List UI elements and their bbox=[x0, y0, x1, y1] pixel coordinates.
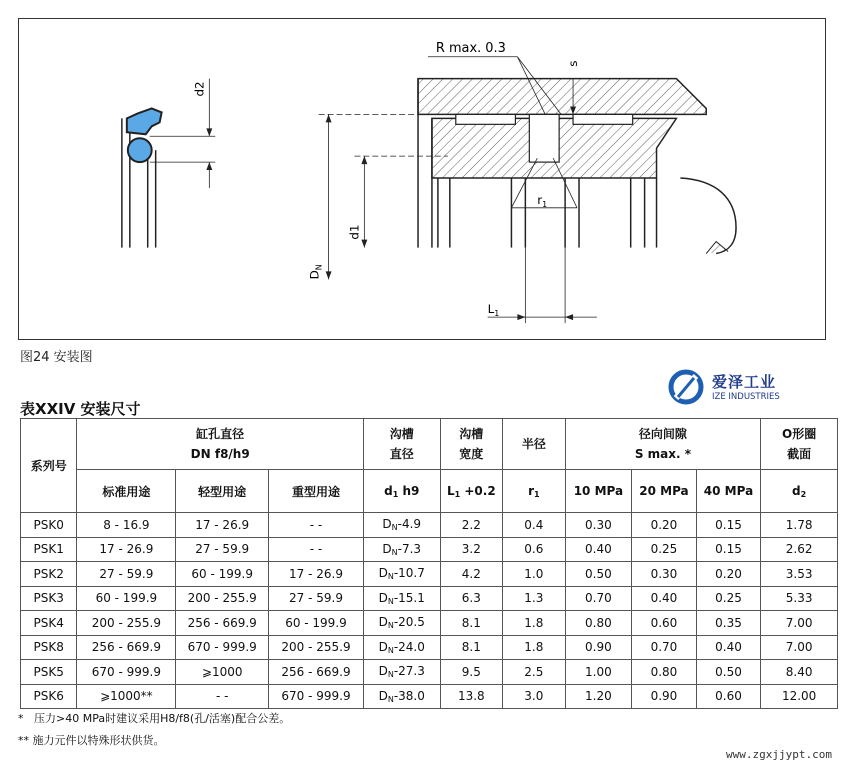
cell-l1: 3.2 bbox=[440, 537, 503, 562]
cell-r1: 0.4 bbox=[503, 513, 566, 538]
cell-light: 27 - 59.9 bbox=[176, 537, 269, 562]
cell-heavy: 27 - 59.9 bbox=[269, 586, 364, 611]
installation-diagram bbox=[19, 19, 825, 339]
cell-d2: 5.33 bbox=[761, 586, 838, 611]
cell-p20: 0.25 bbox=[632, 537, 697, 562]
header-l1: $L_1 +0.2$ bbox=[440, 470, 503, 513]
logo-name-cn: 爱泽工业 bbox=[712, 373, 777, 391]
cell-p20: 0.40 bbox=[632, 586, 697, 611]
cell-d1: $D_N-4.9$ bbox=[363, 513, 440, 538]
cell-p10: 0.40 bbox=[565, 537, 632, 562]
cell-p40: 0.15 bbox=[696, 537, 761, 562]
cell-l1: 8.1 bbox=[440, 611, 503, 636]
cell-l1: 8.1 bbox=[440, 635, 503, 660]
header-r1: $r_1$ bbox=[503, 470, 566, 513]
cell-p40: 0.25 bbox=[696, 586, 761, 611]
cell-d2: 12.00 bbox=[761, 684, 838, 709]
cell-l1: 4.2 bbox=[440, 562, 503, 587]
cell-light: 200 - 255.9 bbox=[176, 586, 269, 611]
table-row bbox=[21, 635, 838, 660]
cell-series: PSK6 bbox=[21, 684, 77, 709]
cell-std: ⩾1000** bbox=[77, 684, 176, 709]
cell-r1: 1.3 bbox=[503, 586, 566, 611]
header-row-1 bbox=[21, 419, 838, 470]
center-lines bbox=[308, 114, 448, 279]
s-label: s bbox=[566, 60, 581, 67]
cell-d1: $D_N-10.7$ bbox=[363, 562, 440, 587]
cell-p20: 0.70 bbox=[632, 635, 697, 660]
cell-d1: $D_N-38.0$ bbox=[363, 684, 440, 709]
cell-r1: 2.5 bbox=[503, 660, 566, 685]
cell-light: 256 - 669.9 bbox=[176, 611, 269, 636]
l1-label: $L_1$ bbox=[487, 302, 500, 319]
cell-light: 60 - 199.9 bbox=[176, 562, 269, 587]
cell-r1: 1.8 bbox=[503, 611, 566, 636]
installation-drawing bbox=[18, 18, 826, 340]
cell-std: 200 - 255.9 bbox=[77, 611, 176, 636]
header-series: 系列号 bbox=[21, 419, 77, 513]
cell-heavy: 60 - 199.9 bbox=[269, 611, 364, 636]
cell-p20: 0.90 bbox=[632, 684, 697, 709]
cell-p40: 0.20 bbox=[696, 562, 761, 587]
cell-p10: 0.80 bbox=[565, 611, 632, 636]
cell-p10: 0.90 bbox=[565, 635, 632, 660]
watermark-url: www.zgxjjypt.com bbox=[726, 748, 832, 761]
cell-r1: 3.0 bbox=[503, 684, 566, 709]
table-row bbox=[21, 537, 838, 562]
cell-p40: 0.50 bbox=[696, 660, 761, 685]
cell-d1: $D_N-20.5$ bbox=[363, 611, 440, 636]
header-standard: 标准用途 bbox=[77, 470, 176, 513]
header-10mpa: 10 MPa bbox=[565, 470, 632, 513]
header-oring-section: O形圈 截面 bbox=[761, 419, 838, 470]
cell-p20: 0.20 bbox=[632, 513, 697, 538]
table-row bbox=[21, 611, 838, 636]
cell-heavy: 256 - 669.9 bbox=[269, 660, 364, 685]
cell-r1: 1.0 bbox=[503, 562, 566, 587]
cell-l1: 6.3 bbox=[440, 586, 503, 611]
header-40mpa: 40 MPa bbox=[696, 470, 761, 513]
header-row-2 bbox=[21, 470, 838, 513]
cell-heavy: 17 - 26.9 bbox=[269, 562, 364, 587]
table-row bbox=[21, 513, 838, 538]
cell-std: 60 - 199.9 bbox=[77, 586, 176, 611]
figure-caption: 图24 安装图 bbox=[20, 350, 93, 365]
cell-std: 17 - 26.9 bbox=[77, 537, 176, 562]
cell-series: PSK3 bbox=[21, 586, 77, 611]
seal-detail bbox=[122, 79, 215, 248]
cell-light: - - bbox=[176, 684, 269, 709]
header-groove-width: 沟槽 宽度 bbox=[440, 419, 503, 470]
table-row bbox=[21, 684, 838, 709]
cell-heavy: 200 - 255.9 bbox=[269, 635, 364, 660]
cell-series: PSK5 bbox=[21, 660, 77, 685]
cell-d2: 7.00 bbox=[761, 611, 838, 636]
cell-heavy: - - bbox=[269, 513, 364, 538]
header-radial-gap: 径向间隙 S max. * bbox=[565, 419, 761, 470]
cell-d2: 7.00 bbox=[761, 635, 838, 660]
cell-d1: $D_N-24.0$ bbox=[363, 635, 440, 660]
header-light: 轻型用途 bbox=[176, 470, 269, 513]
cell-std: 256 - 669.9 bbox=[77, 635, 176, 660]
cell-p20: 0.30 bbox=[632, 562, 697, 587]
cell-p10: 1.20 bbox=[565, 684, 632, 709]
table-title: 表XXIV 安装尺寸 bbox=[20, 400, 141, 418]
d2-label: d2 bbox=[192, 81, 207, 97]
header-heavy: 重型用途 bbox=[269, 470, 364, 513]
table-row bbox=[21, 562, 838, 587]
company-logo bbox=[660, 368, 790, 408]
cell-p10: 0.50 bbox=[565, 562, 632, 587]
footnote-2: ** 施力元件以特殊形状供货。 bbox=[18, 734, 165, 747]
cell-p40: 0.35 bbox=[696, 611, 761, 636]
cell-series: PSK0 bbox=[21, 513, 77, 538]
cell-p40: 0.60 bbox=[696, 684, 761, 709]
cell-p20: 0.80 bbox=[632, 660, 697, 685]
cell-heavy: - - bbox=[269, 537, 364, 562]
cell-l1: 9.5 bbox=[440, 660, 503, 685]
cell-d1: $D_N-15.1$ bbox=[363, 586, 440, 611]
header-bore: 缸孔直径 DN f8/h9 bbox=[77, 419, 363, 470]
header-groove-diameter: 沟槽 直径 bbox=[363, 419, 440, 470]
header-20mpa: 20 MPa bbox=[632, 470, 697, 513]
cell-std: 670 - 999.9 bbox=[77, 660, 176, 685]
dn-label: $D_N$ bbox=[307, 264, 324, 280]
d1-label: d1 bbox=[347, 224, 362, 240]
cell-d2: 1.78 bbox=[761, 513, 838, 538]
r1-label: $r_1$ bbox=[537, 192, 548, 209]
header-radius: 半径 bbox=[503, 419, 566, 470]
cell-p10: 0.70 bbox=[565, 586, 632, 611]
cell-p10: 1.00 bbox=[565, 660, 632, 685]
cell-d2: 8.40 bbox=[761, 660, 838, 685]
cell-p40: 0.40 bbox=[696, 635, 761, 660]
o-ring bbox=[128, 138, 152, 162]
header-d1: $d_1$ h9 bbox=[363, 470, 440, 513]
table-row bbox=[21, 586, 838, 611]
cell-p10: 0.30 bbox=[565, 513, 632, 538]
cell-series: PSK2 bbox=[21, 562, 77, 587]
cell-l1: 2.2 bbox=[440, 513, 503, 538]
cell-l1: 13.8 bbox=[440, 684, 503, 709]
cell-heavy: 670 - 999.9 bbox=[269, 684, 364, 709]
r-max-label: R max. 0.3 bbox=[435, 40, 506, 56]
cell-p20: 0.60 bbox=[632, 611, 697, 636]
cell-std: 27 - 59.9 bbox=[77, 562, 176, 587]
footnote-1: * 压力>40 MPa时建议采用H8/f8(孔/活塞)配合公差。 bbox=[18, 712, 291, 725]
cell-r1: 1.8 bbox=[503, 635, 566, 660]
logo-name-en: IZE INDUSTRIES bbox=[712, 392, 780, 402]
cell-d2: 3.53 bbox=[761, 562, 838, 587]
ize-logo-icon bbox=[668, 368, 704, 406]
cell-light: ⩾1000 bbox=[176, 660, 269, 685]
cell-series: PSK8 bbox=[21, 635, 77, 660]
header-d2: $d_2$ bbox=[761, 470, 838, 513]
table-row bbox=[21, 660, 838, 685]
cell-d1: $D_N-27.3$ bbox=[363, 660, 440, 685]
cell-p40: 0.15 bbox=[696, 513, 761, 538]
footnotes bbox=[18, 708, 290, 752]
installation-dimensions-table bbox=[20, 418, 838, 709]
cell-light: 17 - 26.9 bbox=[176, 513, 269, 538]
cell-series: PSK1 bbox=[21, 537, 77, 562]
cell-r1: 0.6 bbox=[503, 537, 566, 562]
cylinder-body bbox=[418, 79, 736, 254]
cell-d1: $D_N-7.3$ bbox=[363, 537, 440, 562]
cell-light: 670 - 999.9 bbox=[176, 635, 269, 660]
cell-d2: 2.62 bbox=[761, 537, 838, 562]
cell-series: PSK4 bbox=[21, 611, 77, 636]
cell-std: 8 - 16.9 bbox=[77, 513, 176, 538]
